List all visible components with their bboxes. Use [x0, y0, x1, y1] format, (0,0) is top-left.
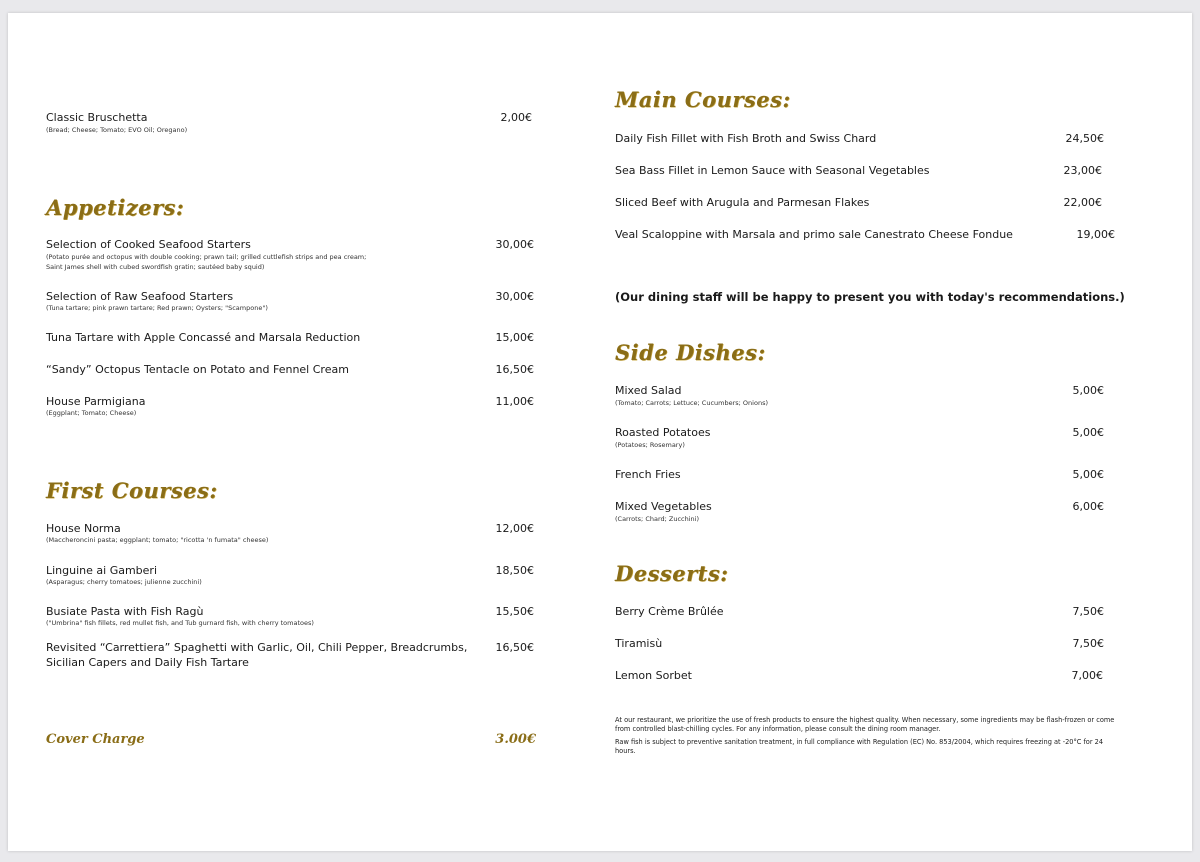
menu-item-price: 23,00€: [1063, 164, 1102, 177]
footer-freshness-note: At our restaurant, we prioritize the use of fresh products to ensure the highest quality. When necessary, some ingredients may be flash-frozen or come from controlled blast-chilling cycles. For any information, please consult the dining room manager.: [615, 716, 1115, 733]
menu-item-price: 11,00€: [495, 395, 534, 408]
menu-item-price: 15,00€: [495, 331, 534, 344]
staff-recommendations-note: (Our dining staff will be happy to present you with today's recommendations.): [615, 290, 1125, 304]
menu-item-desc: (Eggplant; Tomato; Cheese): [46, 409, 137, 417]
menu-item-name: Revisited “Carrettiera” Spaghetti with Garlic, Oil, Chili Pepper, Breadcrumbs,: [46, 641, 468, 654]
menu-item-price: 12,00€: [495, 522, 534, 535]
menu-item-name: Tiramisù: [615, 637, 663, 650]
menu-item-name: Tuna Tartare with Apple Concassé and Marsala Reduction: [46, 331, 361, 344]
menu-item-name: French Fries: [615, 468, 681, 481]
menu-item-desc: (Asparagus; cherry tomatoes; julienne zucchini): [46, 578, 202, 586]
menu-item-name: “Sandy” Octopus Tentacle on Potato and Fennel Cream: [46, 363, 349, 376]
menu-item-desc: (Tomato; Carrots; Lettuce; Cucumbers; Onions): [615, 399, 768, 407]
menu-item-name: Selection of Cooked Seafood Starters: [46, 238, 251, 251]
menu-item-price: 15,50€: [495, 605, 534, 618]
menu-item-name: Mixed Salad: [615, 384, 682, 397]
menu-item-name: Classic Bruschetta: [46, 111, 148, 124]
menu-item-name: Sicilian Capers and Daily Fish Tartare: [46, 656, 249, 669]
menu-item-name: Mixed Vegetables: [615, 500, 712, 513]
menu-item-price: 18,50€: [495, 564, 534, 577]
menu-item-price: 30,00€: [495, 238, 534, 251]
menu-item-name: Sea Bass Fillet in Lemon Sauce with Seasonal Vegetables: [615, 164, 930, 177]
menu-item-price: 19,00€: [1076, 228, 1115, 241]
menu-item-price: 16,50€: [495, 363, 534, 376]
menu-item-price: 5,00€: [1072, 426, 1104, 439]
menu-item-desc: (Carrots; Chard; Zucchini): [615, 515, 700, 523]
menu-item-name: Selection of Raw Seafood Starters: [46, 290, 234, 303]
menu-item-desc: (Potatoes; Rosemary): [615, 441, 685, 449]
section-title-first-courses: First Courses:: [46, 478, 218, 503]
menu-item-price: 6,00€: [1072, 500, 1104, 513]
menu-item-name: Busiate Pasta with Fish Ragù: [46, 605, 204, 618]
menu-item-name: Veal Scaloppine with Marsala and primo sale Canestrato Cheese Fondue: [615, 228, 1013, 241]
menu-item-name: House Parmigiana: [46, 395, 146, 408]
menu-item-price: 22,00€: [1063, 196, 1102, 209]
menu-item-desc: (Potato purée and octopus with double cooking; prawn tail; grilled cuttlefish strips and pea cream;: [46, 253, 367, 261]
menu-item-name: Daily Fish Fillet with Fish Broth and Swiss Chard: [615, 132, 877, 145]
menu-item-name: Lemon Sorbet: [615, 669, 692, 682]
menu-item-price: 30,00€: [495, 290, 534, 303]
menu-item-price: 16,50€: [495, 641, 534, 654]
menu-item-desc: ("Umbrina" fish fillets, red mullet fish, and Tub gurnard fish, with cherry tomatoes): [46, 619, 314, 627]
menu-item-name: House Norma: [46, 522, 121, 535]
menu-item-name: Berry Crème Brûlée: [615, 605, 724, 618]
menu-item-price: 2,00€: [500, 111, 532, 124]
menu-page: [8, 13, 1192, 851]
menu-item-name: Roasted Potatoes: [615, 426, 711, 439]
menu-item-price: 7,50€: [1072, 605, 1104, 618]
menu-item-desc: (Bread; Cheese; Tomato; EVO Oil; Oregano): [46, 126, 188, 134]
footer-raw-fish-note: Raw fish is subject to preventive sanitation treatment, in full compliance with Regulation (EC) No. 853/2004, which requires freezing at -20°C for 24 hours.: [615, 738, 1104, 755]
menu-item-desc: (Maccheroncini pasta; eggplant; tomato; "ricotta 'n fumata" cheese): [46, 536, 269, 544]
cover-charge-label: Cover Charge: [46, 732, 145, 747]
menu-item-price: 24,50€: [1065, 132, 1104, 145]
menu-item-price: 7,50€: [1072, 637, 1104, 650]
section-title-appetizers: Appetizers:: [46, 195, 185, 220]
menu-item-desc: (Tuna tartare; pink prawn tartare; Red prawn; Oysters; "Scampone"): [46, 304, 268, 312]
section-title-side-dishes: Side Dishes:: [615, 340, 766, 365]
cover-charge-price: 3.00€: [495, 732, 536, 747]
menu-item-price: 5,00€: [1072, 468, 1104, 481]
menu-item-desc: Saint James shell with cubed swordfish gratin; sautéed baby squid): [46, 263, 265, 271]
section-title-main-courses: Main Courses:: [615, 87, 791, 112]
menu-item-price: 7,00€: [1071, 669, 1103, 682]
menu-item-name: Linguine ai Gamberi: [46, 564, 158, 577]
section-title-desserts: Desserts:: [615, 561, 729, 586]
menu-item-name: Sliced Beef with Arugula and Parmesan Flakes: [615, 196, 870, 209]
menu-item-price: 5,00€: [1072, 384, 1104, 397]
